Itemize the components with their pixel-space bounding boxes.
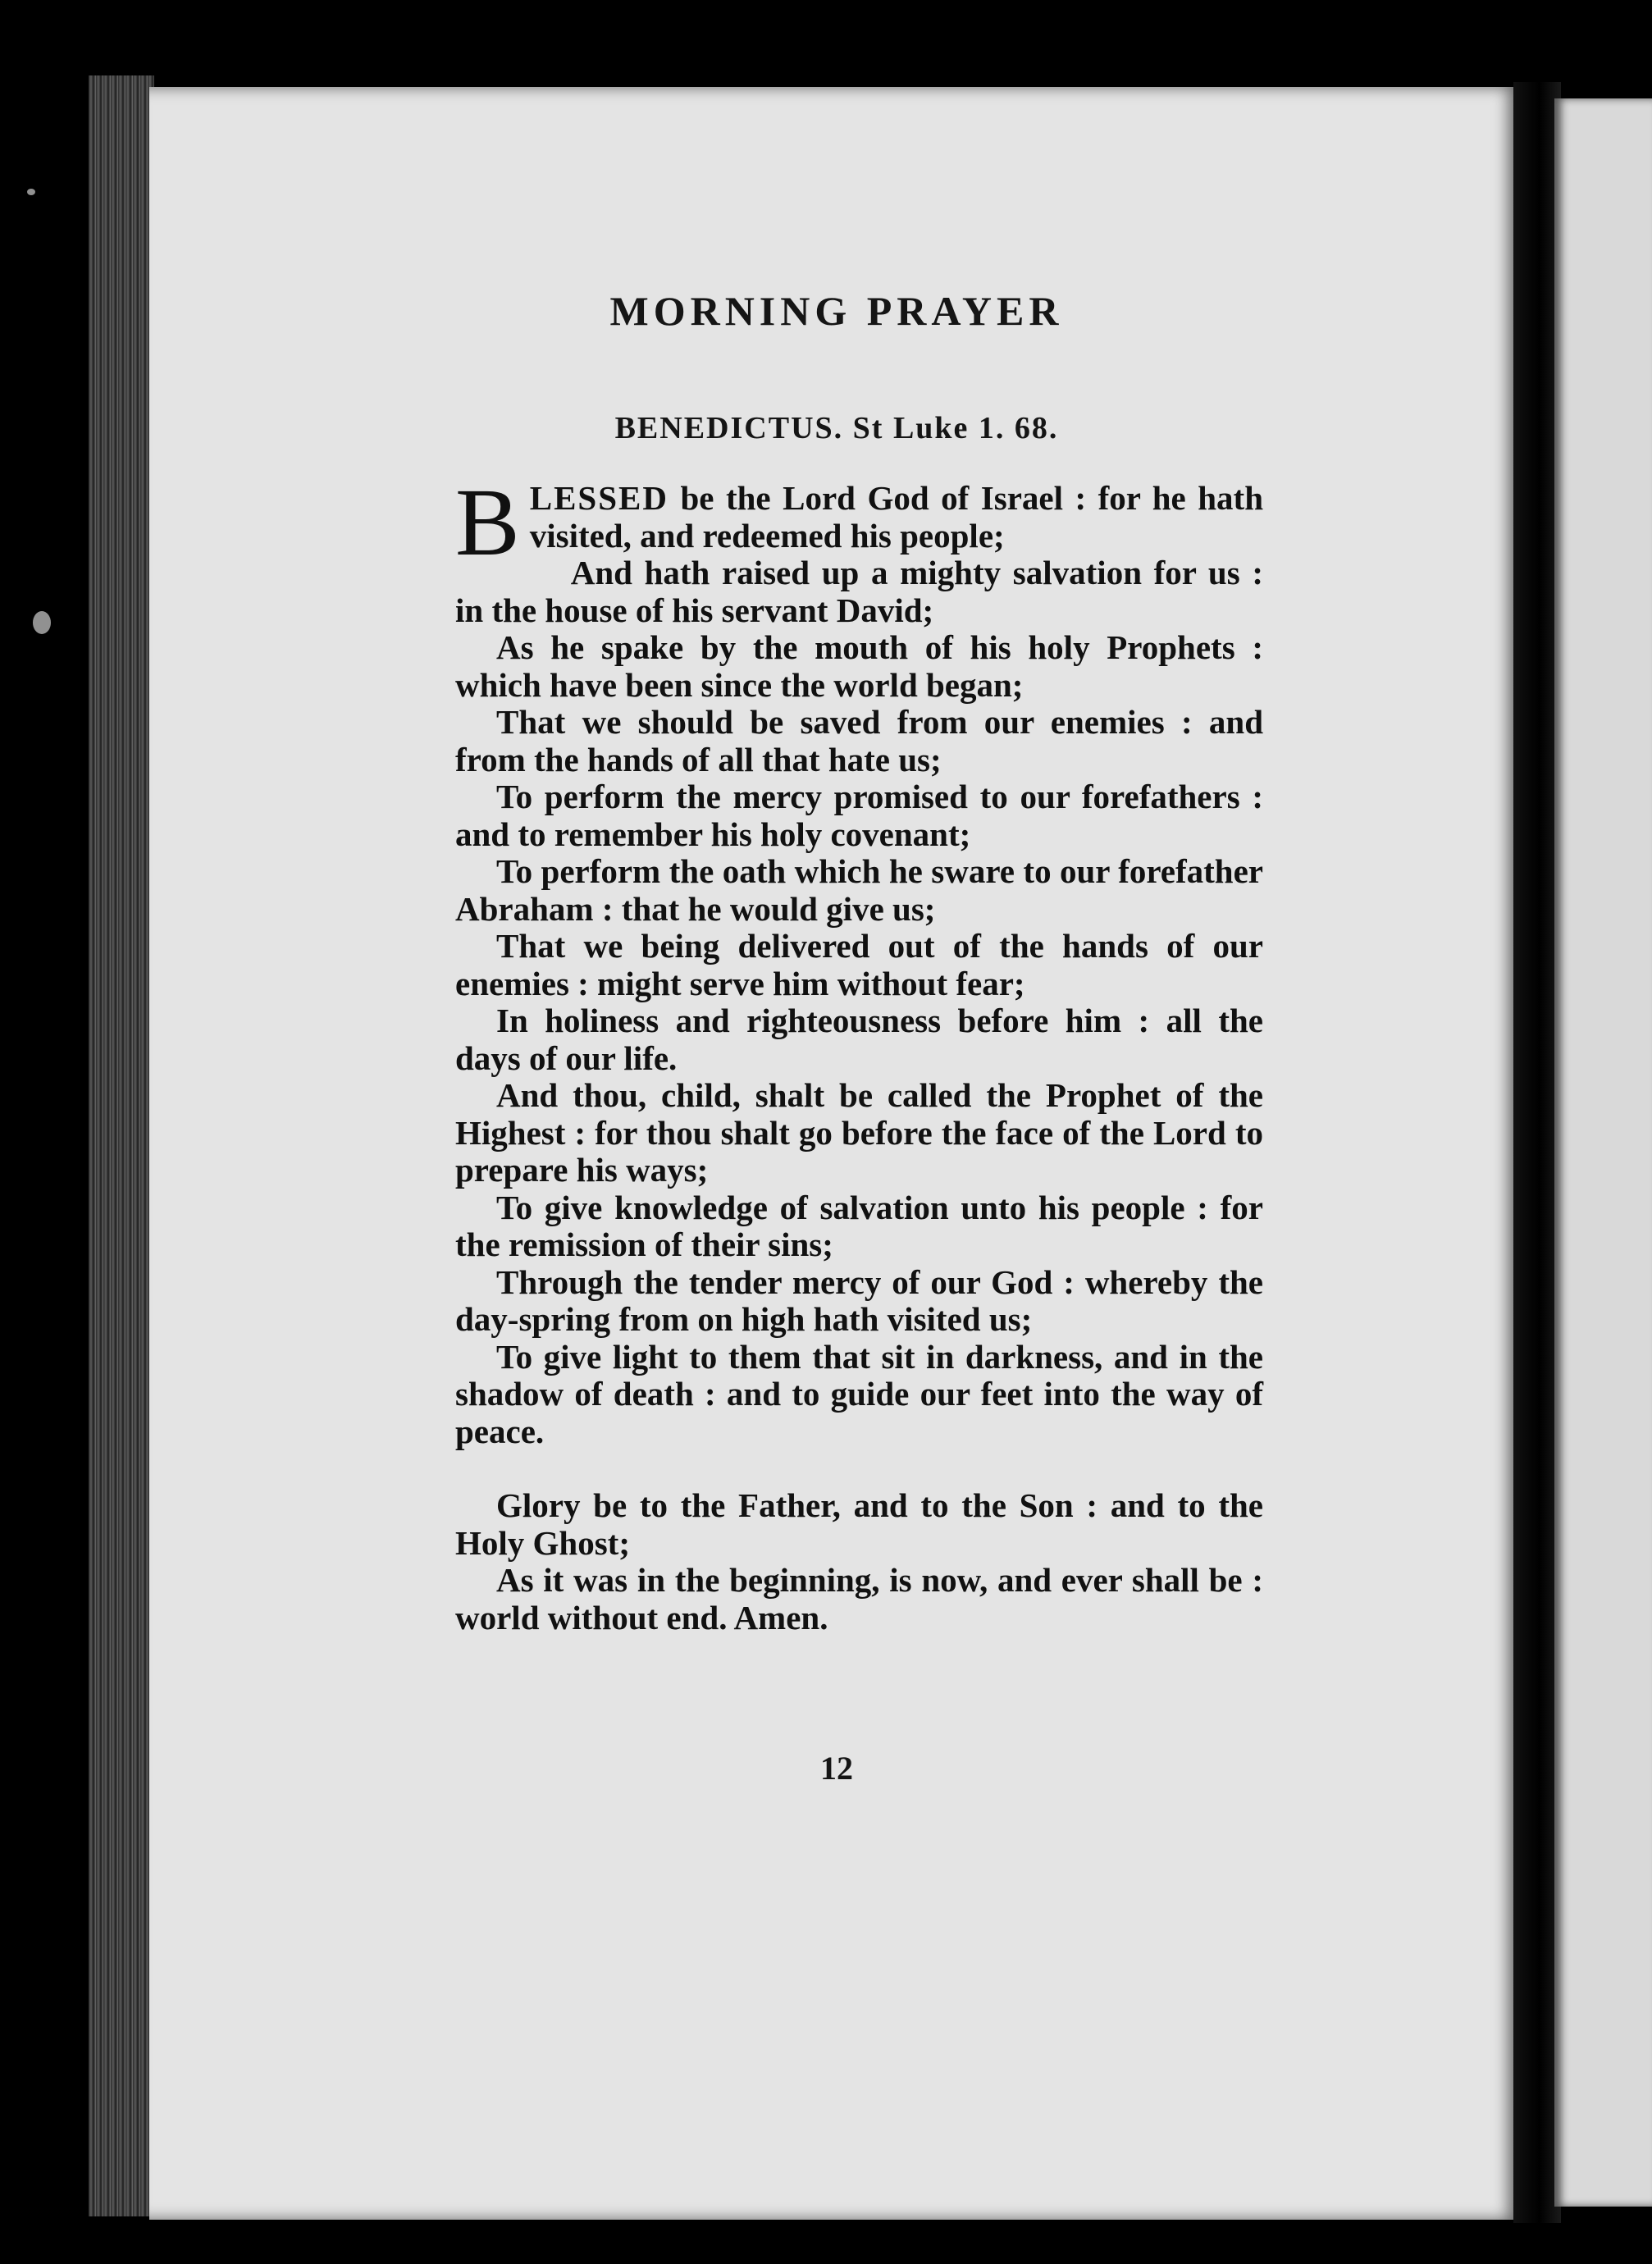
gloria-verse: As it was in the beginning, is now, and ever shall be : world without end. Amen. xyxy=(455,1561,1263,1636)
verse: That we being delivered out of the hands of our enemies : might serve him without fear; xyxy=(455,927,1263,1002)
gloria-patri xyxy=(455,1487,1263,1636)
verse: As he spake by the mouth of his holy Prophets : which have been since the world began; xyxy=(455,628,1263,704)
verse-first xyxy=(455,468,1263,576)
lead-word: LESSED xyxy=(529,479,669,517)
verse: To perform the mercy promised to our forefathers : and to remember his holy covenant; xyxy=(455,778,1263,853)
verse: To perform the oath which he sware to our forefather Abraham : that he would give us; xyxy=(455,852,1263,928)
verse: Through the tender mercy of our God : whereby the day-spring from on high hath visited us; xyxy=(455,1262,1263,1338)
book-page-edges xyxy=(89,75,154,2216)
verse: That we should be saved from our enemies : and from the hands of all that hate us; xyxy=(455,703,1263,778)
verse-text: be the Lord God of Israel : for he hath visited, and redeemed his people; xyxy=(529,479,1263,555)
verse: To give knowledge of salvation unto his people : for the remission of their sins; xyxy=(455,1188,1263,1263)
canticle-text xyxy=(455,468,1263,1636)
scan-artifact xyxy=(33,611,51,634)
scan-artifact xyxy=(27,189,35,195)
drop-cap: B xyxy=(455,468,520,576)
verse: In holiness and righteousness before him : all the days of our life. xyxy=(455,1002,1263,1077)
gloria-verse: Glory be to the Father, and to the Son : and to the Holy Ghost; xyxy=(455,1486,1263,1562)
page-number: 12 xyxy=(820,1750,853,1787)
verse: And thou, child, shalt be called the Prophet of the Highest : for thou shalt go before the face of the Lord to prepare his ways; xyxy=(455,1076,1263,1189)
running-head: MORNING PRAYER xyxy=(609,288,1064,334)
verse: And hath raised up a mighty salvation for us : in the house of his servant David; xyxy=(455,554,1263,629)
canticle-heading: BENEDICTUS. St Luke 1. 68. xyxy=(614,411,1059,445)
facing-page-edge xyxy=(1554,98,1652,2207)
verse: To give light to them that sit in darkness, and in the shadow of death : and to guide our feet into the way of peace. xyxy=(455,1337,1263,1450)
